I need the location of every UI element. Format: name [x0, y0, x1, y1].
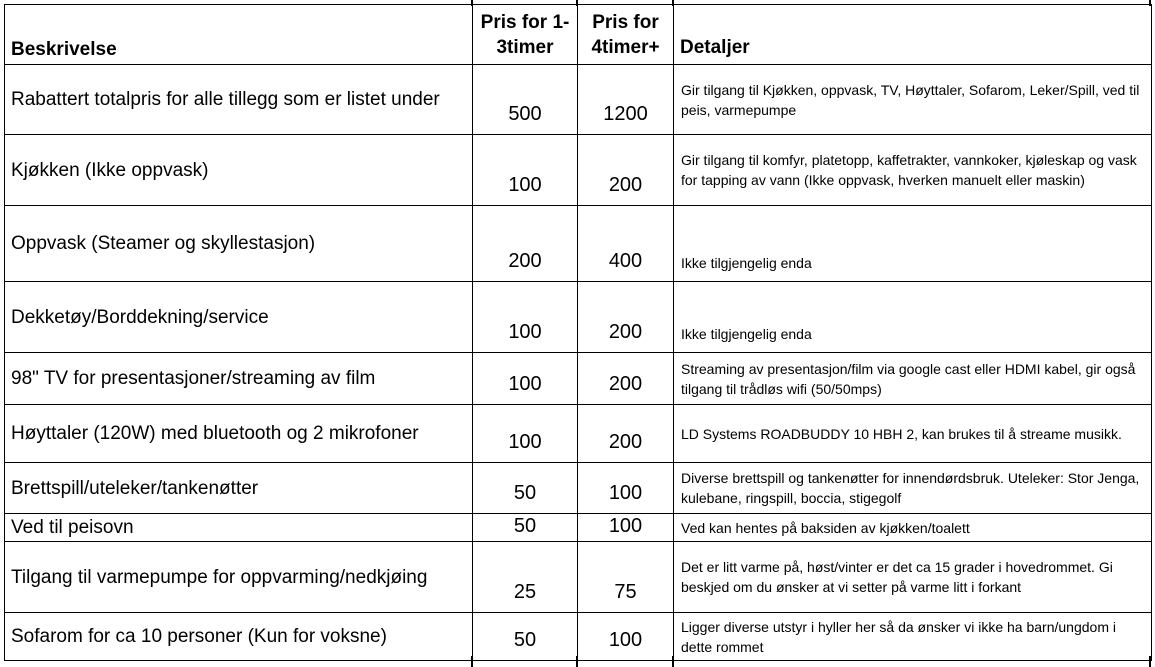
cell-detaljer: Streaming av presentasjon/film via google cast eller HDMI kabel, gir også tilgang til trådløs wifi (50/50mps): [674, 353, 1152, 405]
cell-beskrivelse: Tilgang til varmepumpe for oppvarming/nedkjøing: [5, 542, 473, 613]
header-row: [5, 5, 1152, 65]
cell-detaljer: Gir tilgang til Kjøkken, oppvask, TV, Høyttaler, Sofarom, Leker/Spill, ved til peis, varmepumpe: [674, 65, 1152, 135]
cell-beskrivelse: Kjøkken (Ikke oppvask): [5, 135, 473, 206]
cell-pris-4timer-plus: 400: [578, 206, 674, 282]
cell-pris-4timer-plus: 100: [578, 514, 674, 542]
gridline-tick: [672, 656, 674, 667]
cell-beskrivelse: Dekketøy/Borddekning/service: [5, 282, 473, 353]
table-row: [5, 65, 1152, 135]
cell-pris-1-3timer: 50: [473, 613, 578, 661]
table-row: [5, 463, 1152, 514]
cell-pris-1-3timer: 100: [473, 135, 578, 206]
cell-beskrivelse: Ved til peisovn: [5, 514, 473, 542]
cell-detaljer: Ikke tilgjengelig enda: [674, 282, 1152, 353]
table-row: [5, 353, 1152, 405]
cell-pris-1-3timer: 50: [473, 463, 578, 514]
header-pris-1-3timer: Pris for 1-3timer: [473, 5, 578, 65]
cell-pris-1-3timer: 25: [473, 542, 578, 613]
cell-pris-1-3timer: 50: [473, 514, 578, 542]
cell-pris-4timer-plus: 100: [578, 463, 674, 514]
cell-beskrivelse: Rabattert totalpris for alle tillegg som er listet under: [5, 65, 473, 135]
table-row: [5, 542, 1152, 613]
cell-pris-1-3timer: 100: [473, 405, 578, 463]
cell-pris-1-3timer: 200: [473, 206, 578, 282]
gridline-tick: [471, 0, 473, 6]
gridline-tick: [1149, 0, 1151, 6]
table-row: [5, 405, 1152, 463]
gridline-tick: [576, 656, 578, 667]
table-row: [5, 514, 1152, 542]
cell-pris-4timer-plus: 200: [578, 135, 674, 206]
cell-pris-4timer-plus: 200: [578, 405, 674, 463]
cell-detaljer: LD Systems ROADBUDDY 10 HBH 2, kan brukes til å streame musikk.: [674, 405, 1152, 463]
cell-pris-1-3timer: 100: [473, 353, 578, 405]
cell-detaljer: Det er litt varme på, høst/vinter er det ca 15 grader i hovedrommet. Gi beskjed om du ønsker at vi setter på varme litt i forkant: [674, 542, 1152, 613]
header-detaljer: Detaljer: [674, 5, 1152, 65]
cell-detaljer: Ved kan hentes på baksiden av kjøkken/toalett: [674, 514, 1152, 542]
gridline-tick: [1149, 656, 1151, 667]
cell-beskrivelse: Sofarom for ca 10 personer (Kun for voksne): [5, 613, 473, 661]
gridline-tick: [471, 656, 473, 667]
pricing-table: [4, 4, 1152, 661]
table-row: [5, 206, 1152, 282]
gridline-tick: [576, 0, 578, 6]
header-pris-4timer-plus: Pris for 4timer+: [578, 5, 674, 65]
cell-beskrivelse: Oppvask (Steamer og skyllestasjon): [5, 206, 473, 282]
cell-beskrivelse: 98" TV for presentasjoner/streaming av film: [5, 353, 473, 405]
cell-pris-1-3timer: 100: [473, 282, 578, 353]
cell-pris-4timer-plus: 1200: [578, 65, 674, 135]
cell-detaljer: Ikke tilgjengelig enda: [674, 206, 1152, 282]
table-row: [5, 282, 1152, 353]
header-beskrivelse: Beskrivelse: [5, 5, 473, 65]
gridline-tick: [672, 0, 674, 6]
cell-beskrivelse: Brettspill/uteleker/tankenøtter: [5, 463, 473, 514]
cell-pris-4timer-plus: 100: [578, 613, 674, 661]
cell-pris-1-3timer: 500: [473, 65, 578, 135]
table-row: [5, 135, 1152, 206]
cell-pris-4timer-plus: 75: [578, 542, 674, 613]
cell-pris-4timer-plus: 200: [578, 282, 674, 353]
cell-detaljer: Ligger diverse utstyr i hyller her så da ønsker vi ikke ha barn/ungdom i dette rommet: [674, 613, 1152, 661]
cell-detaljer: Gir tilgang til komfyr, platetopp, kaffetrakter, vannkoker, kjøleskap og vask for tapping av vann (Ikke oppvask, hverken manuelt eller maskin): [674, 135, 1152, 206]
cell-beskrivelse: Høyttaler (120W) med bluetooth og 2 mikrofoner: [5, 405, 473, 463]
cell-pris-4timer-plus: 200: [578, 353, 674, 405]
table-row: [5, 613, 1152, 661]
cell-detaljer: Diverse brettspill og tankenøtter for innendørdsbruk. Uteleker: Stor Jenga, kulebane, ringspill, boccia, stigegolf: [674, 463, 1152, 514]
